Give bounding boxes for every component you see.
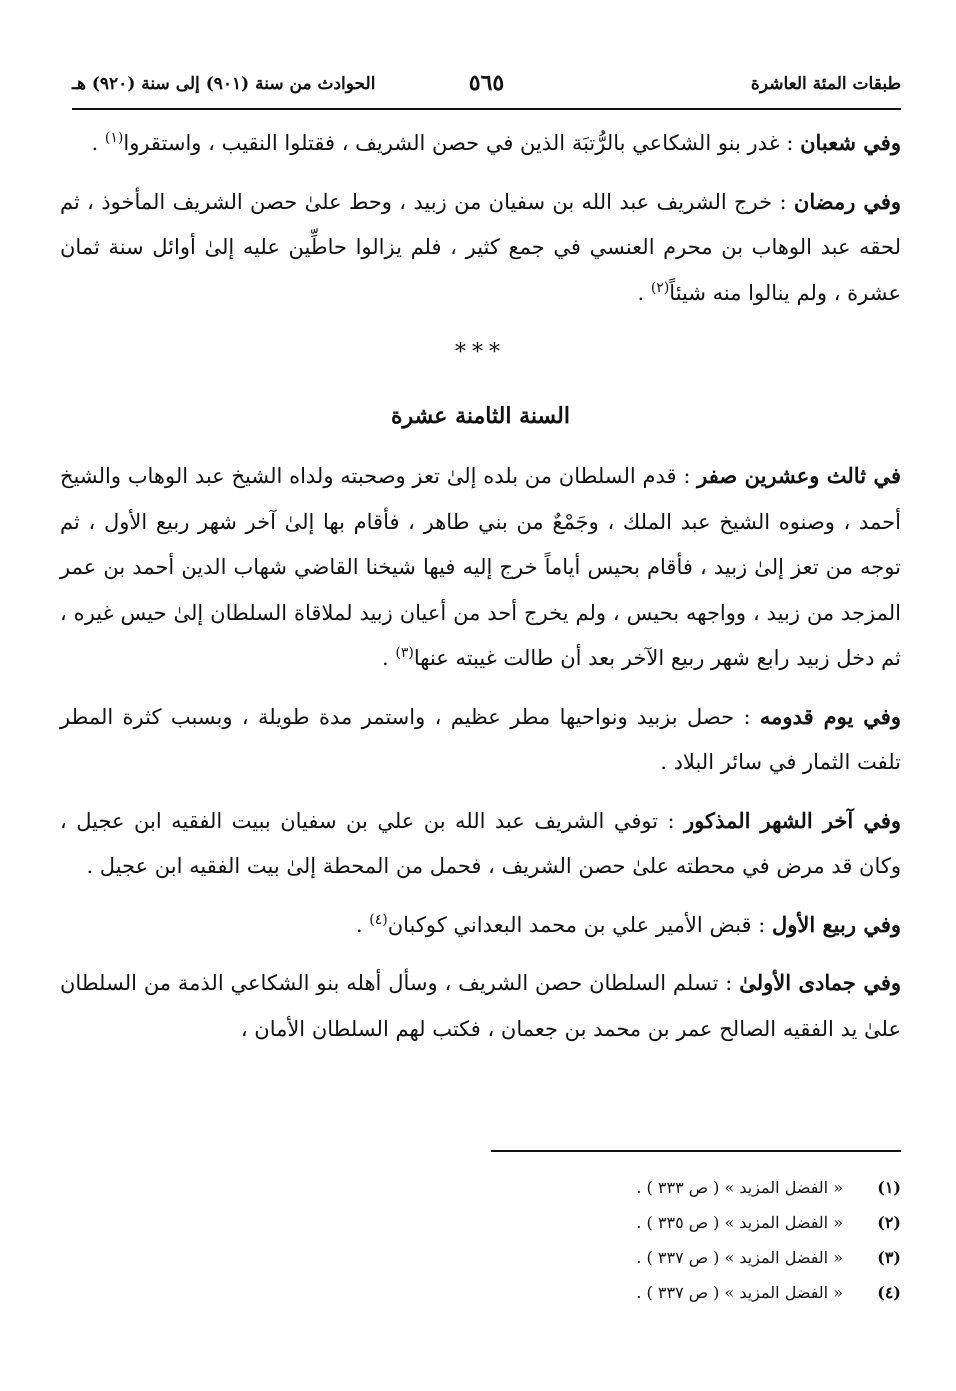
paragraph-lead: وفي شعبان [800, 130, 901, 155]
paragraph-lead: في ثالث وعشرين صفر [697, 463, 901, 488]
footnote-text: « الفضل المزيد » ( ص ٣٣٧ ) . [636, 1283, 843, 1302]
section-separator: *** [455, 340, 506, 365]
section-heading: السنة الثامنة عشرة [391, 402, 570, 429]
paragraph-lead: وفي جمادى الأولىٰ [739, 970, 902, 995]
footnote-ref: (٣) [395, 645, 414, 661]
footnote-number: (٣) [877, 1248, 901, 1267]
paragraph-lead: وفي ربيع الأول [771, 911, 901, 937]
page-body [60, 120, 901, 1064]
footnote-divider [491, 1150, 901, 1152]
paragraph-safar [60, 453, 901, 682]
paragraph-jumada [60, 960, 901, 1052]
footnote-text: « الفضل المزيد » ( ص ٣٣٧ ) . [636, 1248, 843, 1267]
paragraph-tail: . [382, 646, 396, 670]
paragraph-shaban [60, 120, 901, 167]
footnote-text: « الفضل المزيد » ( ص ٣٣٥ ) . [636, 1213, 843, 1232]
paragraph-arrival-day [60, 694, 901, 786]
footnote-item [301, 1170, 901, 1205]
footnotes [301, 1170, 901, 1310]
footnote-item [301, 1275, 901, 1310]
running-header [72, 68, 901, 110]
paragraph-text: : قدم السلطان من بلده إلىٰ تعز وصحبته ولداه الشيخ عبد الوهاب والشيخ أحمد ، وصنوه الشيخ عبد الملك ، وجَمْعٌ من بني طاهر ، فأقام بها إلىٰ آخر شهر ربيع الأول ، ثم توجه من تعز إلىٰ زبيد ، فأقام بحيس أياماً خرج إليه فيها شيخنا القاضي شهاب الدين أحمد بن عمر المزجد من زبيد ، وواجهه بحيس ، ولم يخرج أحد من أعيان زبيد لملاقاة السلطان إلىٰ حيس غيره ، ثم دخل زبيد رابع شهر ربيع الآخر بعد أن طالت غيبته عنها [60, 464, 901, 670]
paragraph-tail: . [355, 912, 370, 937]
book-title: طبقات المئة العاشرة [750, 74, 901, 94]
paragraph-text: : غدر بنو الشكاعي بالرُّتبَة الذين في حصن الشريف ، فقتلوا النقيب ، واستقروا [123, 131, 801, 155]
paragraph-month-end [60, 798, 901, 890]
footnote-item [301, 1240, 901, 1275]
footnote-item [301, 1205, 901, 1240]
page-number: ٥٦٥ [468, 70, 505, 96]
footnote-ref: (٢) [650, 279, 670, 296]
paragraph-lead: وفي رمضان [793, 188, 902, 214]
paragraph-text: : تسلم السلطان حصن الشريف ، وسأل أهله بنو الشكاعي الذمة من السلطان علىٰ يد الفقيه الصالح عمر بن محمد بن جعمان ، فكتب لهم السلطان الأمان ، [60, 971, 901, 1041]
paragraph-ramadan [60, 179, 901, 317]
paragraph-text: : خرج الشريف عبد الله بن سفيان من زبيد ، وحط علىٰ حصن الشريف المأخوذ ، ثم لحقه عبد الوهاب بن محرم العنسي في جمع كثير ، فلم يزالوا حاطِّين عليه إلىٰ أوائل سنة ثمان عشرة ، ولم ينالوا منه شيئاً [60, 189, 901, 305]
footnote-ref: (١) [104, 130, 124, 146]
paragraph-text: : قبض الأمير علي بن محمد البعداني كوكبان [387, 912, 772, 937]
footnote-ref: (٤) [369, 911, 388, 928]
paragraph-lead: وفي آخر الشهر المذكور [684, 807, 901, 833]
paragraph-lead: وفي يوم قدومه [759, 703, 901, 729]
footnote-number: (١) [877, 1178, 901, 1197]
paragraph-tail: . [91, 131, 105, 155]
chapter-title: الحوادث من سنة (٩٠١) إلى سنة (٩٢٠) هـ [72, 74, 376, 94]
footnote-number: (٢) [877, 1213, 901, 1232]
paragraph-text: : حصل بزبيد ونواحيها مطر عظيم ، واستمر مدة طويلة ، وبسبب كثرة المطر تلفت الثمار في سائر البلاد . [60, 704, 901, 774]
paragraph-text: : توفي الشريف عبد الله بن علي بن سفيان ببيت الفقيه ابن عجيل ، وكان قد مرض في محطته علىٰ حصن الشريف ، فحمل من المحطة إلىٰ بيت الفقيه ابن عجيل . [60, 808, 901, 878]
paragraph-tail: . [637, 280, 651, 305]
paragraph-rabi-awwal [60, 902, 901, 949]
footnote-number: (٤) [877, 1283, 901, 1302]
footnote-text: « الفضل المزيد » ( ص ٣٣٣ ) . [636, 1178, 843, 1197]
